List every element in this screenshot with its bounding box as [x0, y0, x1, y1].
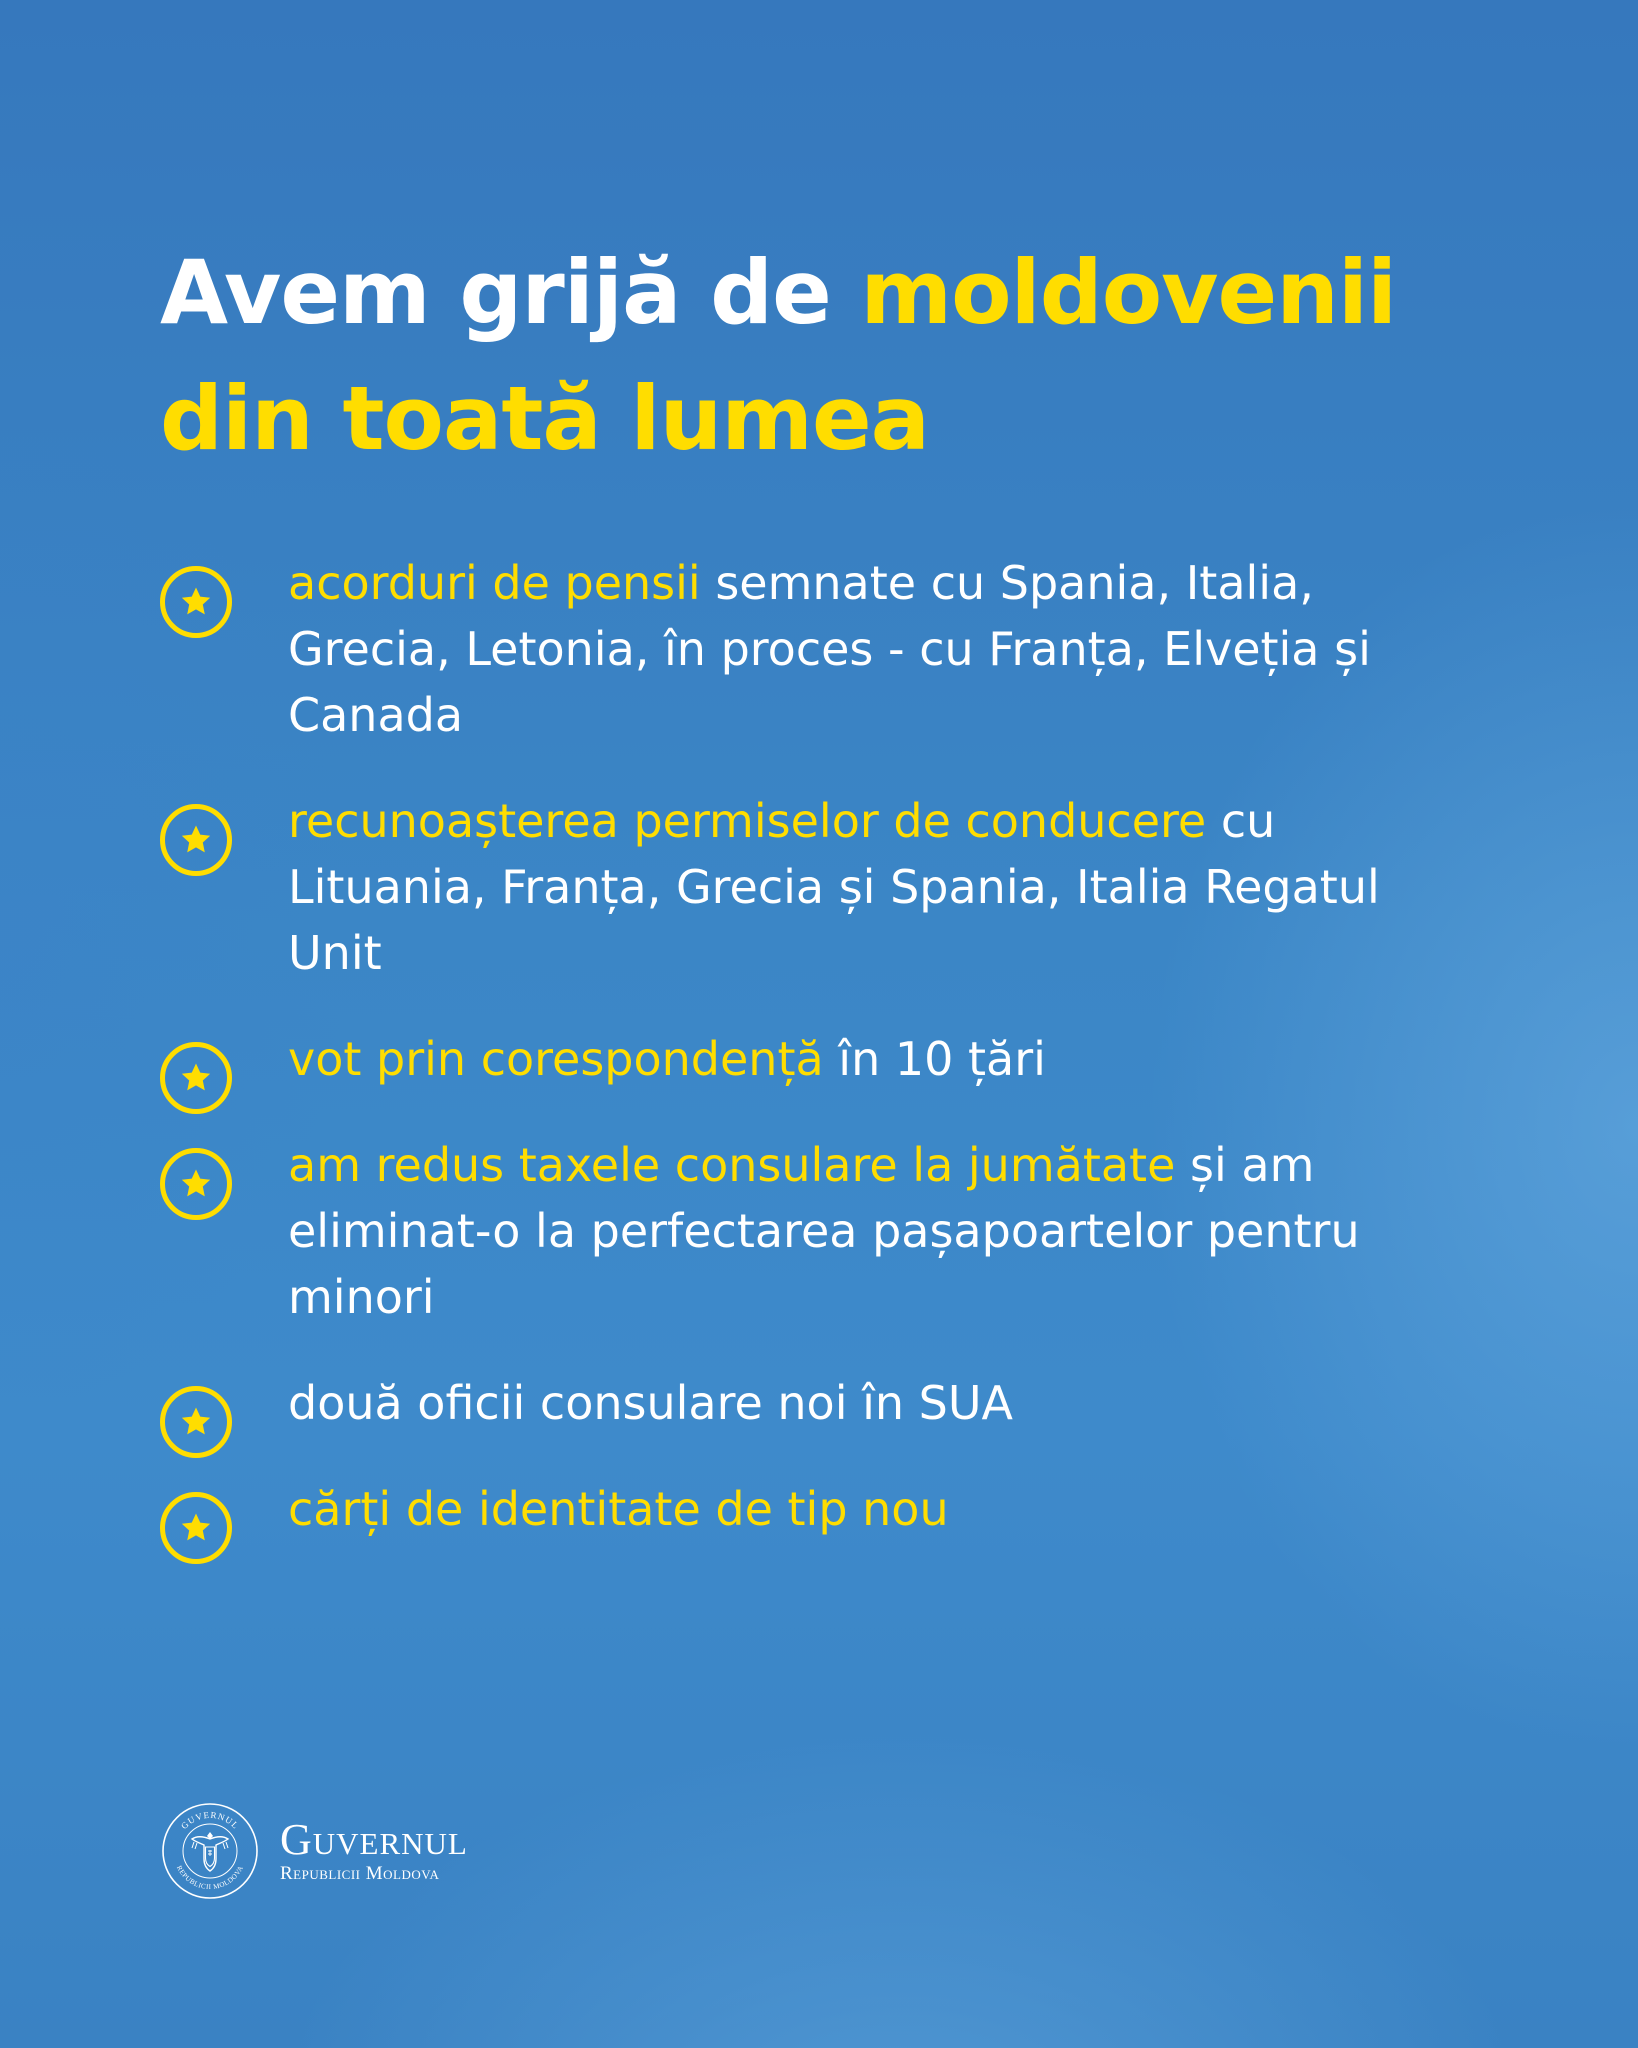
benefit-text: în 10 țări	[823, 1032, 1046, 1086]
headline	[160, 230, 1560, 482]
headline-yellow-part-2: din toată lumea	[160, 367, 930, 470]
svg-text:GUVERNUL: GUVERNUL	[179, 1809, 241, 1832]
headline-white-part: Avem grijă de	[160, 241, 861, 344]
logo-text	[280, 1817, 468, 1885]
star-circle-icon	[160, 1042, 232, 1114]
benefit-text: cu Lituania, Franța, Grecia și Spania, Italia Regatul Unit	[288, 794, 1380, 980]
star-circle-icon	[160, 1492, 232, 1564]
star-circle-icon	[160, 1386, 232, 1458]
benefit-item	[160, 550, 1480, 748]
benefit-highlight: am redus taxele consulare la jumătate	[288, 1138, 1176, 1192]
star-circle-icon	[160, 566, 232, 638]
benefit-highlight: recunoașterea permiselor de conducere	[288, 794, 1207, 848]
svg-text:REPUBLICII MOLDOVA: REPUBLICII MOLDOVA	[174, 1864, 246, 1892]
benefit-highlight: cărți de identitate de tip nou	[288, 1482, 949, 1536]
logo-name: Guvernul	[280, 1815, 468, 1864]
benefit-item	[160, 1476, 1480, 1542]
benefit-highlight: acorduri de pensii	[288, 556, 701, 610]
government-emblem-icon	[160, 1801, 260, 1901]
benefits-list	[160, 550, 1480, 1582]
logo-subtitle: Republicii Moldova	[280, 1863, 440, 1884]
headline-yellow-part-1: moldovenii	[860, 241, 1397, 344]
star-circle-icon	[160, 804, 232, 876]
benefit-text: semnate cu Spania, Italia, Grecia, Letonia, în proces - cu Franța, Elveția și Canada	[288, 556, 1371, 742]
benefit-text: două oficii consulare noi în SUA	[288, 1376, 1013, 1430]
benefit-item	[160, 788, 1480, 986]
benefit-item	[160, 1026, 1480, 1092]
benefit-highlight: vot prin corespondență	[288, 1032, 824, 1086]
benefit-item	[160, 1370, 1480, 1436]
benefit-item	[160, 1132, 1480, 1330]
government-logo	[160, 1796, 468, 1906]
benefit-text: și am eliminat-o la perfectarea pașapoartelor pentru minori	[288, 1138, 1360, 1324]
star-circle-icon	[160, 1148, 232, 1220]
